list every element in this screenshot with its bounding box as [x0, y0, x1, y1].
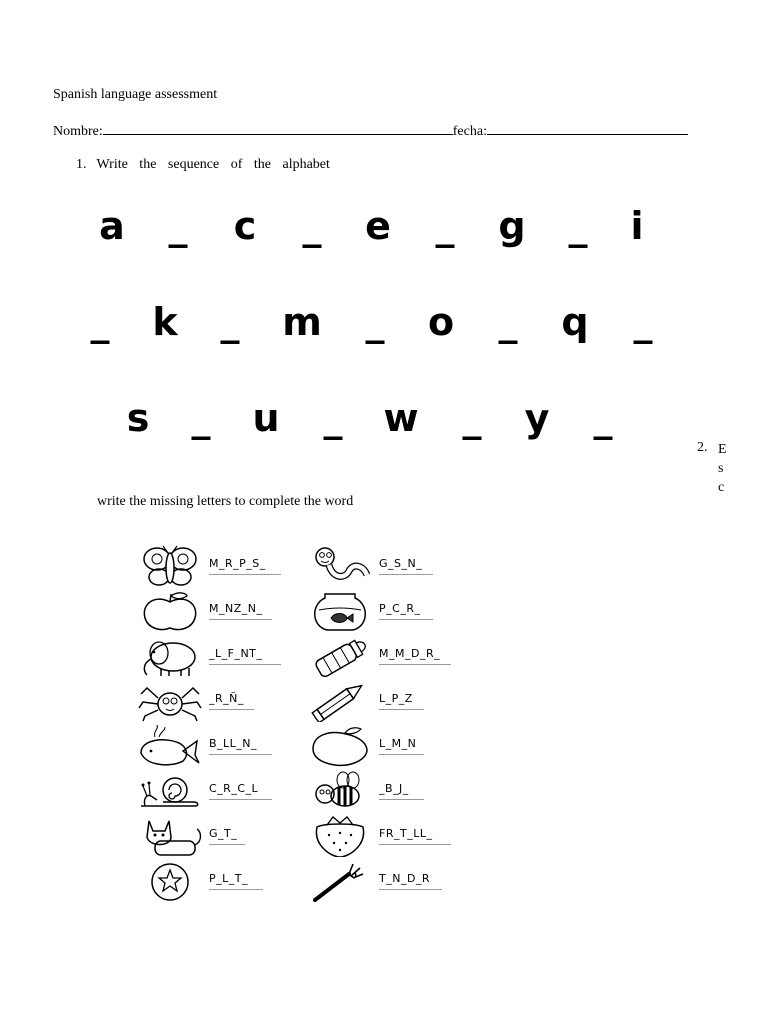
answer-line: [379, 709, 424, 710]
answer-line: [379, 844, 451, 845]
alphabet-letter: o: [427, 300, 455, 344]
word-item: [135, 545, 295, 587]
alphabet-blank[interactable]: _: [220, 300, 240, 344]
worm-icon: [305, 545, 375, 587]
question-2-letter: E: [718, 442, 727, 457]
cat-icon: [135, 815, 205, 857]
question-2-letter: s: [718, 461, 724, 476]
apple-icon: [135, 590, 205, 632]
question-2-number: 2.: [697, 440, 708, 455]
answer-line: [379, 574, 433, 575]
name-field[interactable]: [103, 121, 453, 135]
fork-icon: [305, 860, 375, 902]
alphabet-letter: y: [524, 396, 550, 440]
word-item: [135, 590, 295, 632]
incomplete-word[interactable]: C_R_C_L: [209, 782, 259, 795]
snail-icon: [135, 770, 205, 812]
alphabet-letter: e: [365, 204, 391, 248]
alphabet-blank[interactable]: _: [323, 396, 343, 440]
alphabet-blank[interactable]: _: [168, 204, 188, 248]
alphabet-blank[interactable]: _: [568, 204, 588, 248]
question-2-text: [718, 440, 730, 497]
word-item: [135, 635, 295, 677]
alphabet-letter: a: [99, 204, 125, 248]
answer-line: [379, 889, 442, 890]
question-1-text: Write the sequence of the alphabet: [96, 157, 330, 172]
alphabet-letter: g: [498, 204, 526, 248]
alphabet-letter: u: [252, 396, 280, 440]
alphabet-letter: w: [383, 396, 419, 440]
incomplete-word[interactable]: G_T_: [209, 827, 238, 840]
question-1-number: 1.: [76, 157, 87, 172]
fishbowl-icon: [305, 590, 375, 632]
ball-icon: [135, 860, 205, 902]
incomplete-word[interactable]: _B_J_: [379, 782, 409, 795]
word-item: [305, 680, 465, 722]
alphabet-blank[interactable]: _: [302, 204, 322, 248]
incomplete-word[interactable]: P_L_T_: [209, 872, 248, 885]
lemon-icon: [305, 725, 375, 767]
strawberry-icon: [305, 815, 375, 857]
word-item: [135, 770, 295, 812]
word-item: [305, 725, 465, 767]
question-1: [76, 157, 330, 173]
word-item: [305, 635, 465, 677]
missing-letters-instruction: write the missing letters to complete the word: [97, 494, 354, 509]
word-item: [135, 860, 295, 902]
page-title: Spanish language assessment: [53, 87, 218, 102]
bee-icon: [305, 770, 375, 812]
alphabet-letter: m: [282, 300, 322, 344]
alphabet-row-2: [0, 292, 768, 352]
alphabet-row-3: [0, 388, 768, 448]
alphabet-blank[interactable]: _: [90, 300, 110, 344]
alphabet-blank[interactable]: _: [593, 396, 613, 440]
incomplete-word[interactable]: M_NZ_N_: [209, 602, 263, 615]
incomplete-word[interactable]: M_M_D_R_: [379, 647, 441, 660]
elephant-icon: [135, 635, 205, 677]
alphabet-letter: i: [630, 204, 644, 248]
word-item: [135, 680, 295, 722]
answer-line: [379, 619, 433, 620]
alphabet-row-1: [0, 196, 768, 256]
word-item: [305, 860, 465, 902]
name-label: Nombre:: [53, 124, 103, 139]
answer-line: [209, 664, 281, 665]
answer-line: [379, 754, 424, 755]
alphabet-blank[interactable]: _: [191, 396, 211, 440]
answer-line: [209, 844, 245, 845]
answer-line: [209, 574, 281, 575]
word-item: [135, 815, 295, 857]
whale-icon: [135, 725, 205, 767]
alphabet-blank[interactable]: _: [462, 396, 482, 440]
answer-line: [379, 799, 424, 800]
answer-line: [209, 709, 254, 710]
alphabet-letter: q: [561, 300, 589, 344]
incomplete-word[interactable]: B_LL_N_: [209, 737, 258, 750]
answer-line: [209, 889, 263, 890]
incomplete-word[interactable]: G_S_N_: [379, 557, 423, 570]
alphabet-letter: s: [126, 396, 150, 440]
answer-line: [209, 799, 272, 800]
alphabet-letter: c: [233, 204, 257, 248]
missing-letters-worksheet: [135, 545, 468, 910]
word-item: [305, 545, 465, 587]
incomplete-word[interactable]: L_P_Z: [379, 692, 413, 705]
alphabet-blank[interactable]: _: [435, 204, 455, 248]
incomplete-word[interactable]: L_M_N: [379, 737, 417, 750]
pencil-icon: [305, 680, 375, 722]
question-2-letter: c: [718, 480, 725, 495]
incomplete-word[interactable]: M_R_P_S_: [209, 557, 266, 570]
incomplete-word[interactable]: _L_F_NT_: [209, 647, 263, 660]
date-label: fecha:: [452, 124, 487, 139]
baby-bottle-icon: [305, 635, 375, 677]
word-item: [305, 770, 465, 812]
incomplete-word[interactable]: FR_T_LL_: [379, 827, 433, 840]
answer-line: [379, 664, 451, 665]
date-field[interactable]: [487, 121, 688, 135]
name-date-line: [53, 121, 688, 140]
answer-line: [209, 754, 272, 755]
word-item: [305, 590, 465, 632]
word-item: [305, 815, 465, 857]
answer-line: [209, 619, 272, 620]
incomplete-word[interactable]: P_C_R_: [379, 602, 421, 615]
spider-icon: [135, 680, 205, 722]
alphabet-blank[interactable]: _: [633, 300, 653, 344]
word-item: [135, 725, 295, 767]
alphabet-letter: k: [152, 300, 178, 344]
incomplete-word[interactable]: _R_Ñ_: [209, 692, 244, 705]
butterfly-icon: [135, 545, 205, 587]
incomplete-word[interactable]: T_N_D_R: [379, 872, 431, 885]
alphabet-blank[interactable]: _: [365, 300, 385, 344]
alphabet-blank[interactable]: _: [498, 300, 518, 344]
